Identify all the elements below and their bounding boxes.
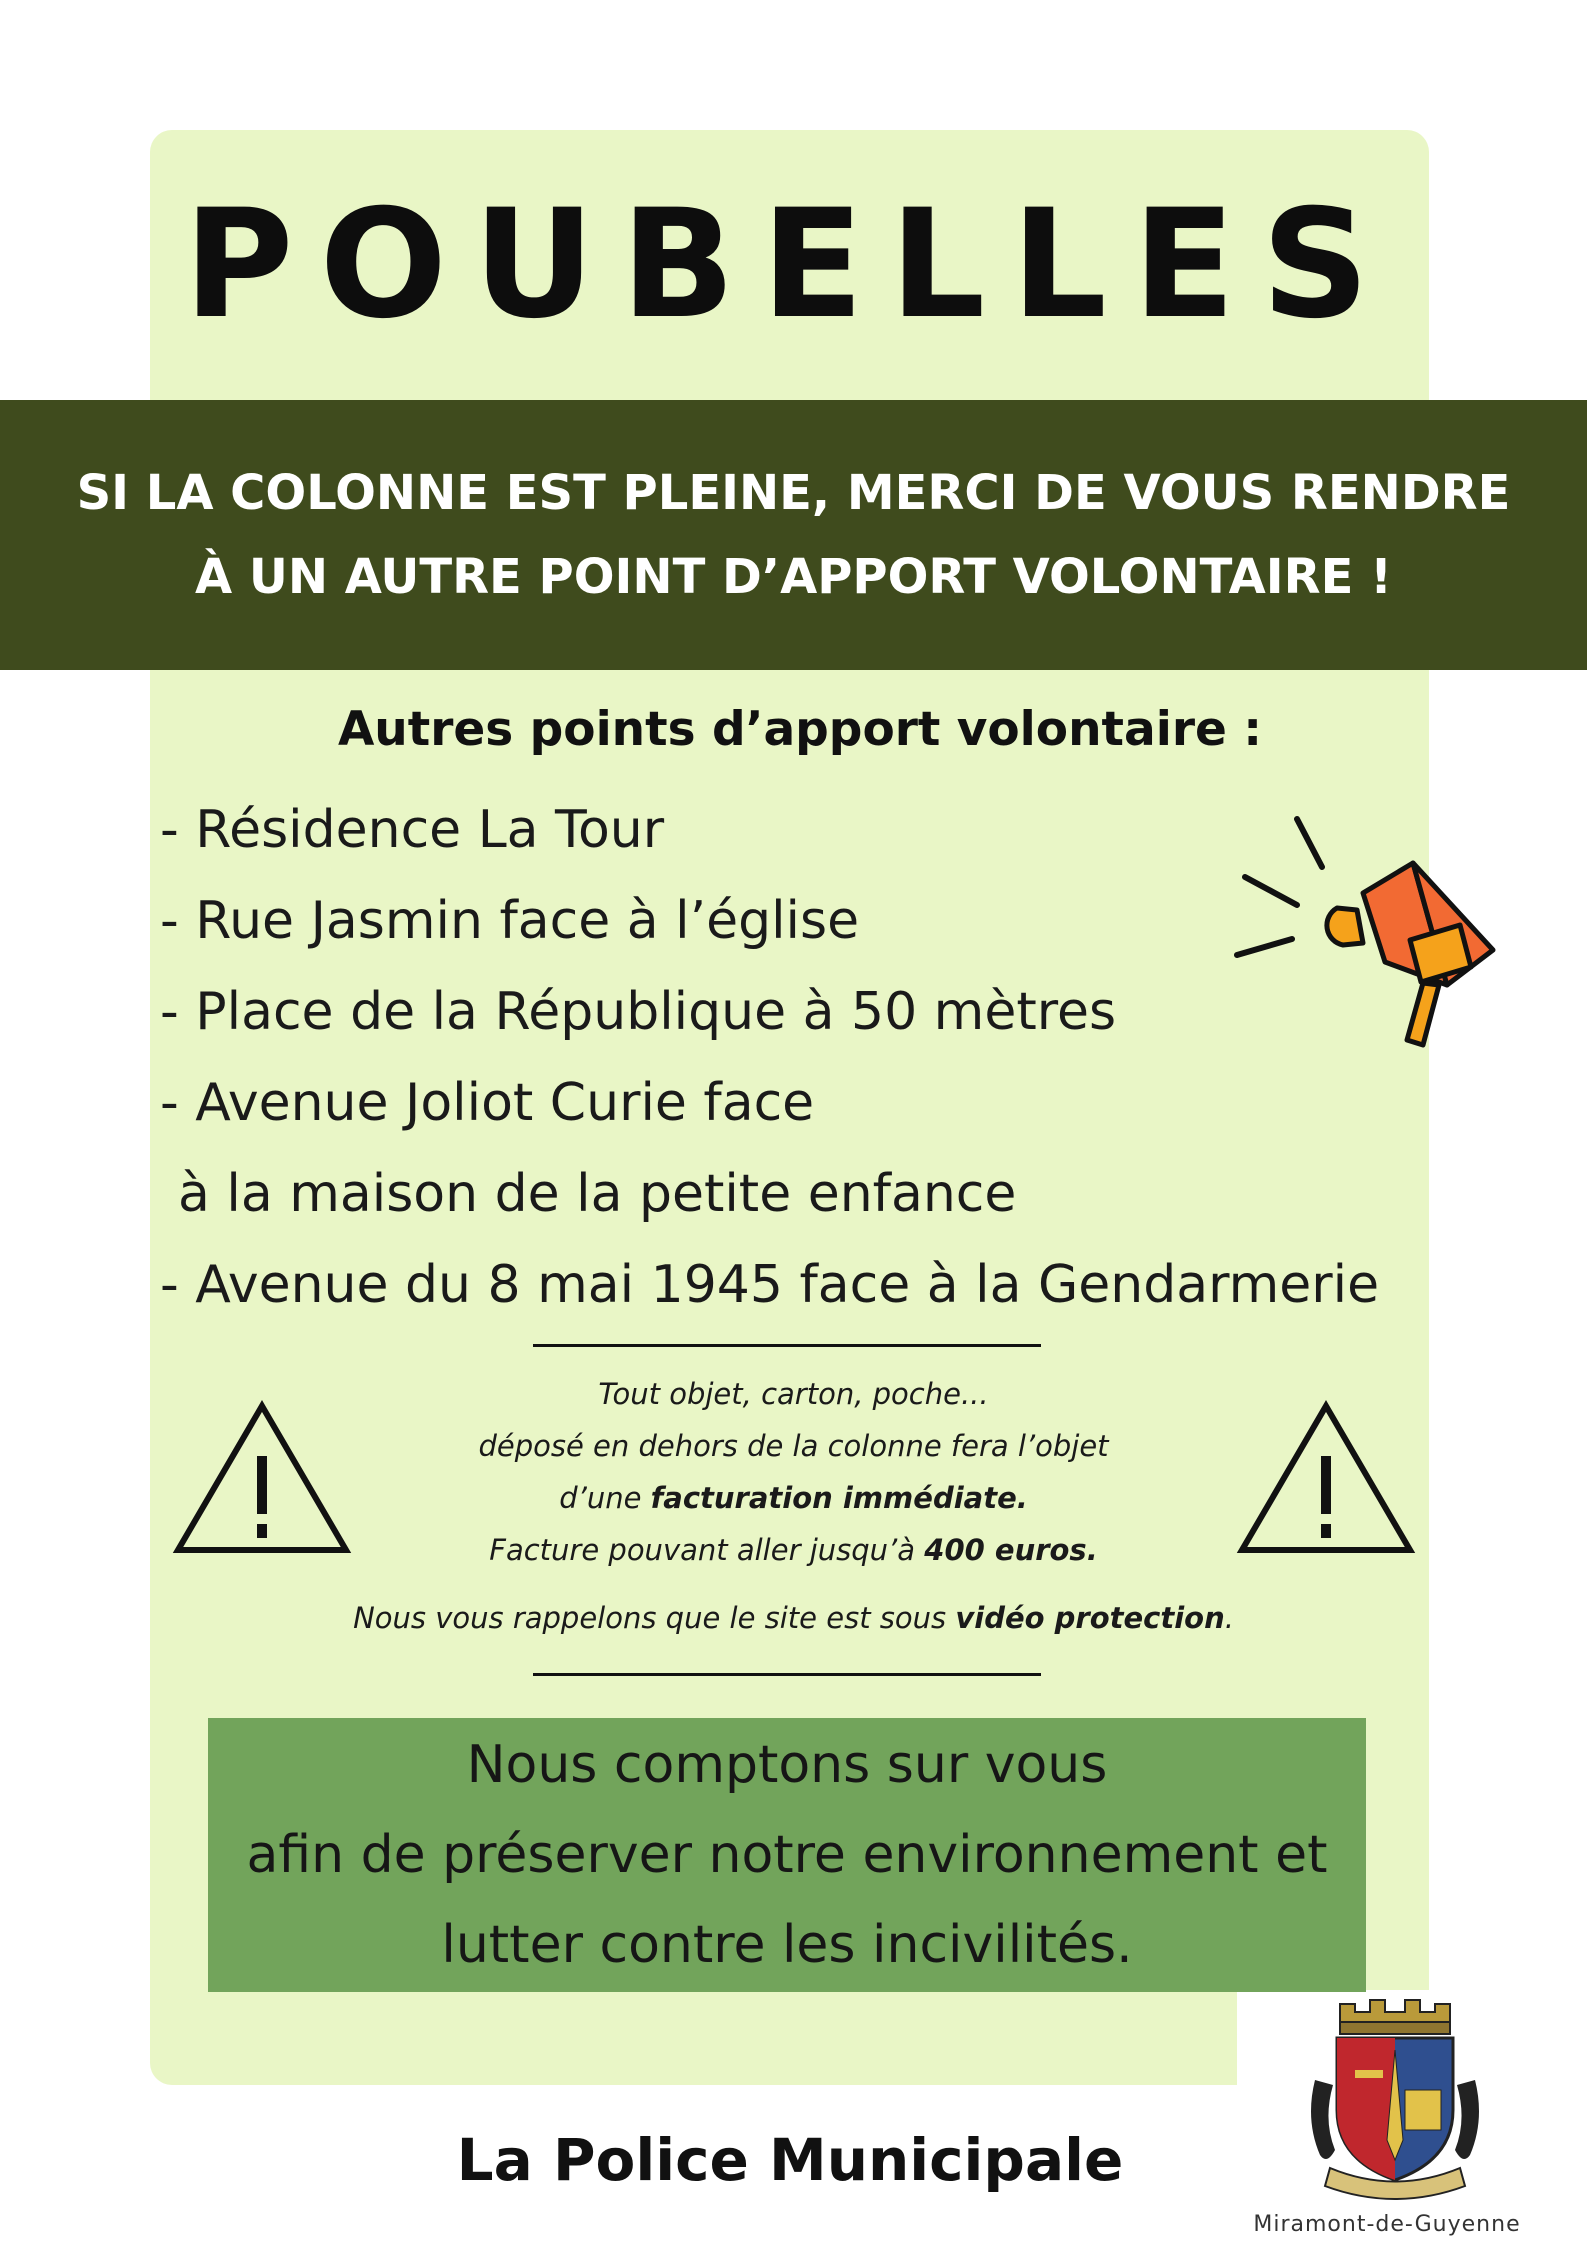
warning-line [300, 1592, 1287, 1644]
cta-line-3: lutter contre les incivilités. [441, 1915, 1133, 1975]
footer-signature: La Police Municipale [456, 2126, 1124, 2194]
list-item: - Résidence La Tour [160, 800, 665, 860]
list-item: - Place de la République à 50 mètres [160, 982, 1117, 1042]
warning-emphasis: vidéo protection [955, 1601, 1225, 1635]
banner-line-1: SI LA COLONNE EST PLEINE, MERCI DE VOUS RENDRE [76, 465, 1511, 521]
list-item: - Avenue Joliot Curie face [160, 1073, 815, 1133]
divider-top [533, 1344, 1041, 1347]
list-item: - Avenue du 8 mai 1945 face à la Gendarmerie [160, 1255, 1380, 1315]
warning-text-part: d’une [559, 1481, 651, 1515]
warning-text-part: Facture pouvant aller jusqu’à [489, 1533, 925, 1567]
poster-title: POUBELLES [183, 178, 1396, 352]
warning-line: Tout objet, carton, poche... [598, 1377, 989, 1411]
warning-line: déposé en dehors de la colonne fera l’objet [478, 1429, 1109, 1463]
points-heading: Autres points d’apport volontaire : [337, 702, 1263, 757]
call-to-action-box [208, 1718, 1366, 1992]
cta-line-1: Nous comptons sur vous [466, 1735, 1108, 1795]
warning-emphasis: facturation immédiate. [650, 1481, 1028, 1515]
warning-text [300, 1368, 1287, 1644]
warning-text-part: . [1224, 1601, 1234, 1635]
coat-of-arms-icon [1245, 1990, 1545, 2220]
warning-text-part: Nous vous rappelons que le site est sous [353, 1601, 956, 1635]
notice-banner [0, 400, 1587, 670]
list-item-continuation: à la maison de la petite enfance [178, 1164, 1017, 1224]
list-item: - Rue Jasmin face à l’église [160, 891, 860, 951]
warning-line [300, 1524, 1287, 1576]
warning-emphasis: 400 euros. [924, 1533, 1098, 1567]
spacer [300, 1576, 1287, 1592]
warning-line [300, 1472, 1287, 1524]
divider-bottom [533, 1673, 1041, 1676]
town-name: Miramont-de-Guyenne [1253, 2212, 1521, 2237]
banner-line-2: À UN AUTRE POINT D’APPORT VOLONTAIRE ! [194, 549, 1393, 605]
cta-line-2: afin de préserver notre environnement et [246, 1825, 1328, 1885]
megaphone-icon [1225, 815, 1515, 1065]
